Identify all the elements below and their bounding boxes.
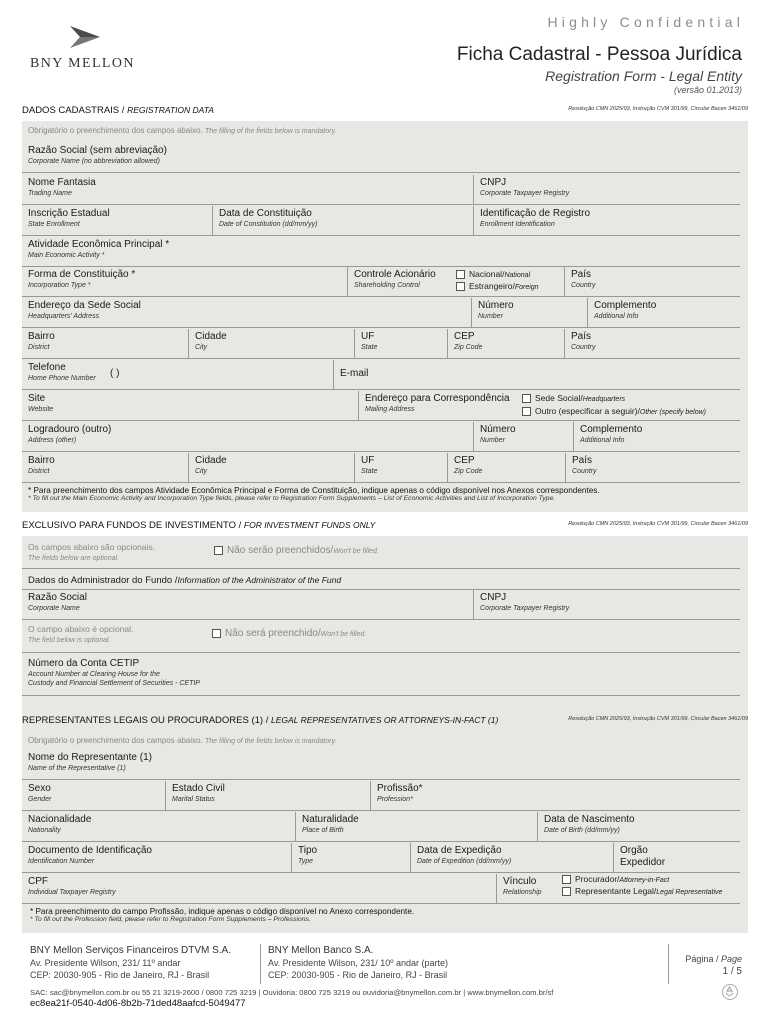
pais-outro-field[interactable]: País Country: [565, 453, 740, 483]
data-nascimento-field[interactable]: Data de Nascimento Date of Birth (dd/mm/yy): [537, 812, 740, 842]
document-id: ec8ea21f-0540-4d06-8b2b-71ded48aafcd-5049477: [30, 998, 246, 1009]
footer-company-2: BNY Mellon Banco S.A. Av. Presidente Wilson, 231/ 10º andar (parte) CEP: 20030-905 - Rio de Janeiro, RJ - Brasil: [268, 945, 449, 980]
sede-social-option[interactable]: Sede Social/Headquarters: [522, 393, 625, 403]
representante-legal-checkbox[interactable]: [562, 887, 571, 896]
logo-text: BNY MELLON: [30, 56, 135, 71]
representante-legal-option[interactable]: Representante Legal/Legal Representative: [562, 886, 722, 896]
procurador-checkbox[interactable]: [562, 875, 571, 884]
admin-razao-social-field[interactable]: Razão Social Corporate Name: [22, 590, 473, 620]
confidential-label: Highly Confidential: [547, 14, 744, 30]
recycle-icon: [722, 984, 738, 1000]
data-constituicao-field[interactable]: Data de Constituição Date of Constitution (dd/mm/yy): [212, 206, 473, 236]
admin-cnpj-field[interactable]: CNPJ Corporate Taxpayer Registry: [473, 590, 740, 620]
cep-outro-field[interactable]: CEP Zip Code: [447, 453, 565, 483]
nao-sera-preenchido-option[interactable]: Não será preenchido/Won't be filled.: [212, 628, 366, 639]
logradouro-field[interactable]: Logradouro (outro) Address (other): [22, 422, 473, 452]
section-investment-funds-heading: EXCLUSIVO PARA FUNDOS DE INVESTIMENTO / FOR INVESTMENT FUNDS ONLY Resolução CMN 2025/93, Instrução CVM 301/99, Circular Bacen 3461/09: [22, 520, 748, 531]
optional-field-note: O campo abaixo é opcional. The field below is optional.: [28, 624, 134, 644]
section-registration-data-heading: DADOS CADASTRAIS / REGISTRATION DATA Resolução CMN 2025/93, Instrução CVM 301/99, Circular Bacen 3461/09: [22, 105, 748, 116]
razao-social-field[interactable]: Razão Social (sem abreviação) Corporate Name (no abbreviation allowed): [22, 143, 740, 173]
nao-sera-preenchido-checkbox[interactable]: [212, 629, 221, 638]
bairro-outro-field[interactable]: Bairro District: [22, 453, 188, 483]
controle-acionario-field: Controle Acionário Shareholding Control: [347, 267, 564, 297]
complemento-field[interactable]: Complemento Additional Info: [587, 298, 740, 328]
footer-company-1: BNY Mellon Serviços Financeiros DTVM S.A. Av. Presidente Wilson, 231/ 11º andar CEP: 20030-905 - Rio de Janeiro, RJ - Brasil: [30, 945, 231, 980]
identificacao-registro-field[interactable]: Identificação de Registro Enrollment Identification: [473, 206, 740, 236]
outro-checkbox[interactable]: [522, 407, 531, 416]
naturalidade-field[interactable]: Naturalidade Place of Birth: [295, 812, 537, 842]
cnpj-field[interactable]: CNPJ Corporate Taxpayer Registry: [473, 175, 740, 205]
sexo-field[interactable]: Sexo Gender: [22, 781, 165, 811]
orgao-expedidor-field[interactable]: Orgão Expedidor: [613, 843, 740, 873]
footer-divider: [260, 944, 261, 984]
representatives-panel: [22, 731, 748, 933]
cpf-field[interactable]: CPF Individual Taxpayer Registry: [22, 874, 496, 904]
uf-field[interactable]: UF State: [354, 329, 447, 359]
atividade-economica-field[interactable]: Atividade Econômica Principal * Main Economic Activity *: [22, 237, 740, 267]
telefone-field[interactable]: Telefone Home Phone Number: [22, 360, 333, 390]
cep-field[interactable]: CEP Zip Code: [447, 329, 564, 359]
optional-note: Os campos abaixo são opcionais. The fields below are optional.: [28, 542, 156, 562]
nacional-option[interactable]: Nacional/National: [456, 269, 530, 279]
data-expedicao-field[interactable]: Data de Expedição Date of Expedition (dd/mm/yy): [410, 843, 613, 873]
section-representatives-heading: REPRESENTANTES LEGAIS OU PROCURADORES (1) / LEGAL REPRESENTATIVES OR ATTORNEYS-IN-FACT (1) Resolução CMN 2025/93, Instrução CVM 301/99, Circular Bacen 3461/09: [22, 715, 748, 726]
vinculo-field: Vínculo Relationship: [496, 874, 740, 904]
tipo-field[interactable]: Tipo Type: [291, 843, 410, 873]
endereco-correspondencia-field: Endereço para Correspondência Mailing Address: [358, 391, 740, 421]
registration-data-panel: [22, 121, 748, 512]
page-indicator: Página / Page 1 / 5: [685, 954, 742, 977]
cetip-field[interactable]: Número da Conta CETIP Account Number at Clearing House for the Custody and Financial Settlement of Securities - CETIP: [22, 652, 740, 696]
nao-serao-preenchidos-checkbox[interactable]: [214, 546, 223, 555]
nome-representante-field[interactable]: Nome do Representante (1) Name of the Representative (1): [22, 750, 740, 780]
nao-serao-preenchidos-option[interactable]: Não serão preenchidos/Won't be filled.: [214, 545, 379, 556]
endereco-sede-field[interactable]: Endereço da Sede Social Headquarters' Address: [22, 298, 471, 328]
numero-field[interactable]: Número Number: [471, 298, 587, 328]
nacional-checkbox[interactable]: [456, 270, 465, 279]
cidade-outro-field[interactable]: Cidade City: [188, 453, 354, 483]
nome-fantasia-field[interactable]: Nome Fantasia Trading Name: [22, 175, 473, 205]
complemento-outro-field[interactable]: Complemento Additional Info: [573, 422, 740, 452]
pais-field[interactable]: País Country: [564, 267, 740, 297]
profession-footnote: * Para preenchimento do campo Profissão, indique apenas o código disponível no Anexo correspondente. * To fill out the Profession field, please refer to Registration Form Supplements – Professions.: [30, 907, 415, 923]
mandatory-note-2: Obrigatório o preenchimento dos campos abaixo. The filling of the fields below is mandatory.: [28, 736, 337, 745]
bny-mellon-logo: [30, 24, 140, 76]
mandatory-note: Obrigatório o preenchimento dos campos abaixo. The filling of the fields below is mandatory.: [28, 126, 337, 135]
email-field[interactable]: E-mail: [333, 360, 740, 390]
bairro-field[interactable]: Bairro District: [22, 329, 188, 359]
form-version: (versão 01.2013): [673, 85, 742, 95]
activity-footnote: * Para preenchimento dos campos Atividade Econômica Principal e Forma de Constituição, indique apenas o código disponível nos Anexos correspondentes. * To fill out the Main Economic Activity and Incorporation Type fields, please refer to Registration Form Supplements – List of Economic Activities and List of Incorporation Type.: [28, 486, 600, 502]
estrangeiro-option[interactable]: Estrangeiro/Foreign: [456, 281, 539, 291]
documento-identificacao-field[interactable]: Documento de Identificação Identification Number: [22, 843, 291, 873]
estrangeiro-checkbox[interactable]: [456, 282, 465, 291]
form-subtitle: Registration Form - Legal Entity: [545, 68, 742, 84]
procurador-option[interactable]: Procurador/Attorney-in-Fact: [562, 874, 669, 884]
inscricao-estadual-field[interactable]: Inscrição Estadual State Enrollment: [22, 206, 212, 236]
nacionalidade-field[interactable]: Nacionalidade Nationality: [22, 812, 295, 842]
pais-address-field[interactable]: País Country: [564, 329, 740, 359]
outro-option[interactable]: Outro (especificar a seguir)/Other (specify below): [522, 406, 706, 416]
sede-social-checkbox[interactable]: [522, 394, 531, 403]
logo-arrow-icon: [68, 24, 102, 50]
estado-civil-field[interactable]: Estado Civil Marital Status: [165, 781, 370, 811]
forma-constituicao-field[interactable]: Forma de Constituição * Incorporation Type *: [22, 267, 347, 297]
uf-outro-field[interactable]: UF State: [354, 453, 447, 483]
footer-contact-line: SAC: sac@bnymellon.com.br ou 55 21 3219-2600 / 0800 725 3219 | Ouvidoria: 0800 725 3219 ou ouvidoria@bnymellon.com.br | www.bnymellon.com.br/sf: [30, 988, 554, 997]
investment-funds-panel: [22, 536, 748, 734]
cidade-field[interactable]: Cidade City: [188, 329, 354, 359]
area-code-parens: ( ): [110, 368, 120, 379]
footer-divider-right: [668, 944, 669, 984]
form-title: Ficha Cadastral - Pessoa Jurídica: [456, 44, 742, 65]
admin-heading: Dados do Administrador do Fundo /Information of the Administrator of the Fund: [22, 568, 740, 590]
numero-outro-field[interactable]: Número Number: [473, 422, 573, 452]
site-field[interactable]: Site Website: [22, 391, 358, 421]
profissao-field[interactable]: Profissão* Profession*: [370, 781, 740, 811]
